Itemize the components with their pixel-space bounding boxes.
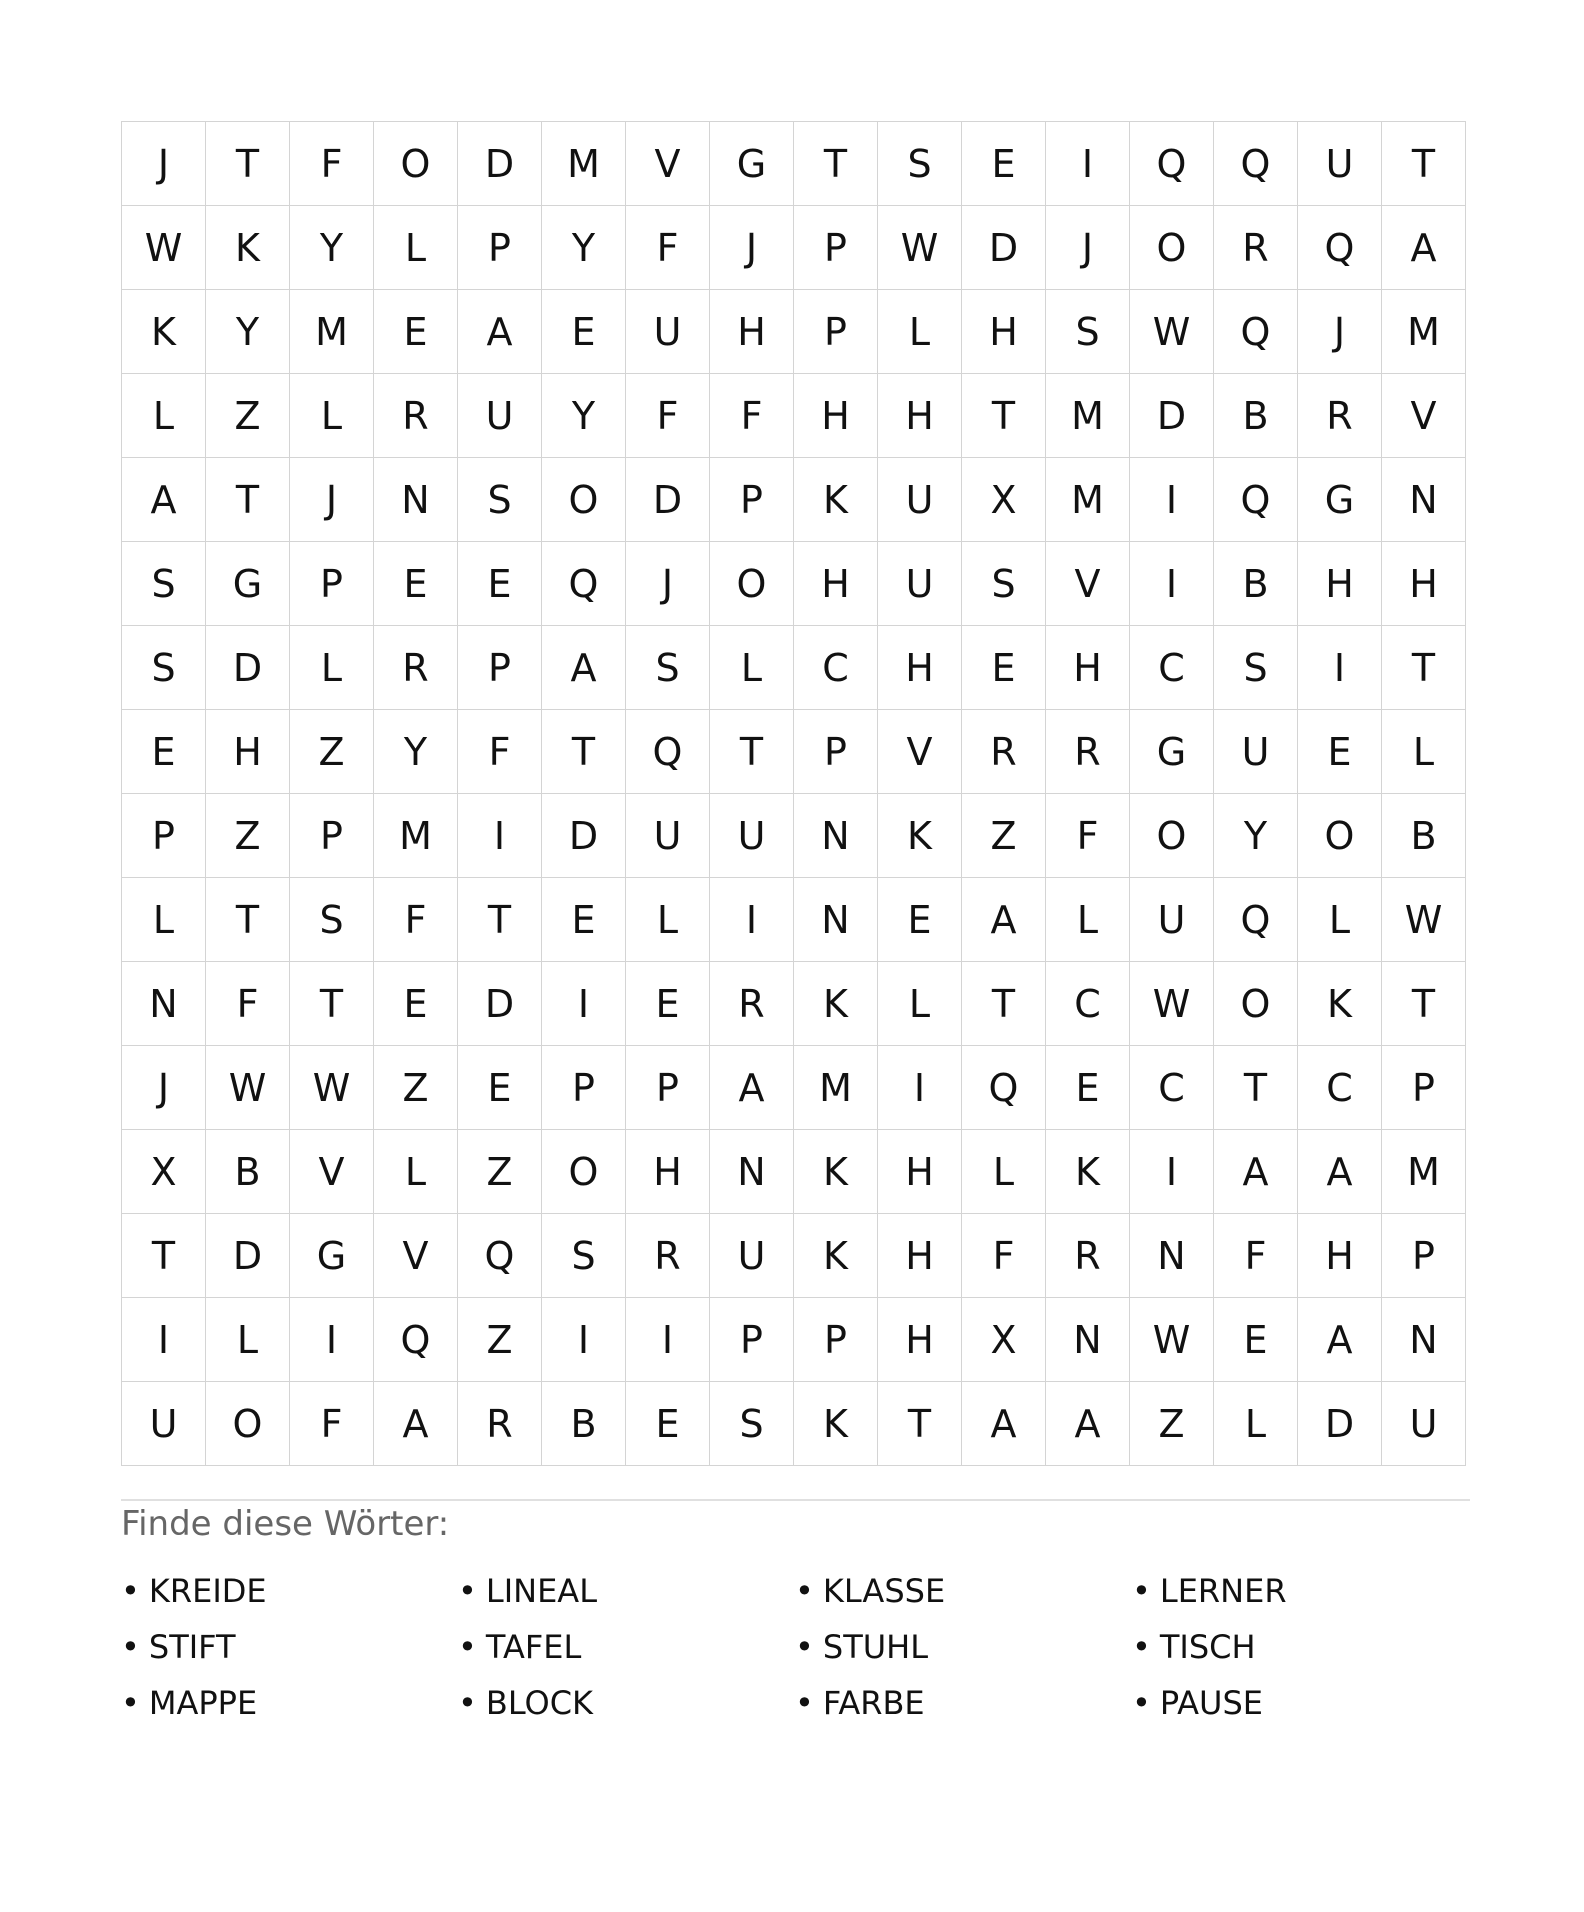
word-list-item: [458, 1563, 795, 1619]
grid-cell[interactable]: W: [1382, 878, 1466, 962]
grid-cell[interactable]: F: [458, 710, 542, 794]
grid-cell[interactable]: N: [794, 794, 878, 878]
grid-cell[interactable]: B: [1382, 794, 1466, 878]
grid-cell[interactable]: N: [794, 878, 878, 962]
grid-cell[interactable]: X: [962, 458, 1046, 542]
grid-cell[interactable]: Z: [290, 710, 374, 794]
grid-cell[interactable]: H: [878, 626, 962, 710]
grid-cell[interactable]: L: [374, 1130, 458, 1214]
bullet-icon: •: [458, 1684, 477, 1722]
grid-cell[interactable]: K: [794, 1382, 878, 1466]
grid-cell[interactable]: P: [794, 206, 878, 290]
grid-cell[interactable]: V: [374, 1214, 458, 1298]
grid-cell[interactable]: M: [1046, 458, 1130, 542]
grid-cell[interactable]: K: [122, 290, 206, 374]
grid-cell[interactable]: F: [290, 1382, 374, 1466]
grid-cell[interactable]: N: [1382, 1298, 1466, 1382]
grid-cell[interactable]: A: [1382, 206, 1466, 290]
grid-cell[interactable]: F: [290, 122, 374, 206]
grid-cell[interactable]: Q: [1214, 290, 1298, 374]
grid-cell[interactable]: Q: [1214, 122, 1298, 206]
grid-cell[interactable]: U: [626, 290, 710, 374]
grid-cell[interactable]: Z: [962, 794, 1046, 878]
grid-cell[interactable]: T: [290, 962, 374, 1046]
grid-cell[interactable]: R: [1046, 1214, 1130, 1298]
word-label: TISCH: [1159, 1628, 1256, 1666]
grid-cell[interactable]: M: [1382, 1130, 1466, 1214]
bullet-icon: •: [795, 1572, 814, 1610]
grid-cell[interactable]: C: [1130, 1046, 1214, 1130]
grid-cell[interactable]: R: [458, 1382, 542, 1466]
word-list-item: [458, 1619, 795, 1675]
grid-cell[interactable]: R: [626, 1214, 710, 1298]
word-label: STUHL: [822, 1628, 929, 1666]
grid-cell[interactable]: R: [374, 374, 458, 458]
grid-cell[interactable]: E: [374, 962, 458, 1046]
grid-cell[interactable]: U: [878, 458, 962, 542]
grid-cell[interactable]: R: [1298, 374, 1382, 458]
word-list-item: [1132, 1675, 1469, 1731]
grid-cell[interactable]: O: [1298, 794, 1382, 878]
grid-cell[interactable]: I: [878, 1046, 962, 1130]
grid-cell[interactable]: P: [710, 1298, 794, 1382]
grid-cell[interactable]: V: [626, 122, 710, 206]
grid-cell[interactable]: O: [542, 1130, 626, 1214]
bullet-icon: •: [1132, 1628, 1151, 1666]
grid-cell[interactable]: M: [1046, 374, 1130, 458]
grid-cell[interactable]: A: [1046, 1382, 1130, 1466]
grid-cell[interactable]: R: [374, 626, 458, 710]
grid-cell[interactable]: Z: [206, 374, 290, 458]
grid-cell[interactable]: N: [1046, 1298, 1130, 1382]
grid-cell[interactable]: Q: [962, 1046, 1046, 1130]
grid-cell[interactable]: F: [710, 374, 794, 458]
grid-cell[interactable]: U: [122, 1382, 206, 1466]
grid-cell[interactable]: U: [710, 794, 794, 878]
grid-cell[interactable]: T: [122, 1214, 206, 1298]
grid-cell[interactable]: E: [374, 542, 458, 626]
grid-cell[interactable]: P: [122, 794, 206, 878]
grid-cell[interactable]: J: [1298, 290, 1382, 374]
grid-cell[interactable]: E: [458, 542, 542, 626]
grid-cell[interactable]: U: [710, 1214, 794, 1298]
grid-cell[interactable]: H: [878, 374, 962, 458]
grid-cell[interactable]: L: [962, 1130, 1046, 1214]
grid-cell[interactable]: V: [290, 1130, 374, 1214]
grid-cell[interactable]: D: [1298, 1382, 1382, 1466]
bullet-icon: •: [121, 1684, 140, 1722]
grid-cell[interactable]: T: [1382, 962, 1466, 1046]
grid-cell[interactable]: A: [962, 1382, 1046, 1466]
grid-cell[interactable]: I: [542, 1298, 626, 1382]
grid-cell[interactable]: E: [122, 710, 206, 794]
grid-cell[interactable]: F: [962, 1214, 1046, 1298]
grid-cell[interactable]: E: [1214, 1298, 1298, 1382]
grid-cell[interactable]: H: [962, 290, 1046, 374]
grid-cell[interactable]: O: [542, 458, 626, 542]
grid-cell[interactable]: W: [1130, 290, 1214, 374]
grid-cell[interactable]: B: [542, 1382, 626, 1466]
grid-cell[interactable]: K: [794, 1130, 878, 1214]
grid-cell[interactable]: B: [206, 1130, 290, 1214]
grid-cell[interactable]: U: [1214, 710, 1298, 794]
grid-cell[interactable]: I: [1298, 626, 1382, 710]
grid-cell[interactable]: L: [1298, 878, 1382, 962]
grid-cell[interactable]: Y: [206, 290, 290, 374]
grid-cell[interactable]: U: [1298, 122, 1382, 206]
grid-cell[interactable]: L: [122, 878, 206, 962]
grid-cell[interactable]: K: [878, 794, 962, 878]
bullet-icon: •: [1132, 1572, 1151, 1610]
grid-cell[interactable]: D: [458, 122, 542, 206]
grid-cell[interactable]: Z: [458, 1130, 542, 1214]
grid-cell[interactable]: A: [962, 878, 1046, 962]
grid-cell[interactable]: L: [206, 1298, 290, 1382]
grid-cell[interactable]: W: [122, 206, 206, 290]
grid-cell[interactable]: J: [1046, 206, 1130, 290]
grid-cell[interactable]: M: [290, 290, 374, 374]
word-list-item: [121, 1619, 458, 1675]
grid-cell[interactable]: T: [542, 710, 626, 794]
grid-cell[interactable]: X: [122, 1130, 206, 1214]
grid-cell[interactable]: L: [710, 626, 794, 710]
grid-cell[interactable]: Q: [626, 710, 710, 794]
grid-cell[interactable]: J: [122, 1046, 206, 1130]
grid-cell[interactable]: Z: [206, 794, 290, 878]
grid-cell[interactable]: T: [962, 962, 1046, 1046]
grid-cell[interactable]: F: [374, 878, 458, 962]
grid-cell[interactable]: H: [794, 374, 878, 458]
grid-cell[interactable]: X: [962, 1298, 1046, 1382]
word-list-item: [795, 1619, 1132, 1675]
word-label: BLOCK: [485, 1684, 594, 1722]
grid-cell[interactable]: Q: [1130, 122, 1214, 206]
word-list-item: [795, 1563, 1132, 1619]
grid-cell[interactable]: E: [458, 1046, 542, 1130]
grid-cell[interactable]: F: [1214, 1214, 1298, 1298]
grid-cell[interactable]: L: [122, 374, 206, 458]
grid-cell[interactable]: Q: [458, 1214, 542, 1298]
grid-cell[interactable]: S: [1046, 290, 1130, 374]
grid-cell[interactable]: Z: [458, 1298, 542, 1382]
grid-cell[interactable]: U: [1382, 1382, 1466, 1466]
grid-cell[interactable]: O: [710, 542, 794, 626]
grid-cell[interactable]: S: [962, 542, 1046, 626]
word-list-item: [458, 1675, 795, 1731]
grid-cell[interactable]: P: [626, 1046, 710, 1130]
grid-cell[interactable]: L: [290, 626, 374, 710]
grid-cell[interactable]: L: [1382, 710, 1466, 794]
grid-cell[interactable]: M: [542, 122, 626, 206]
grid-cell[interactable]: G: [206, 542, 290, 626]
grid-cell[interactable]: C: [1298, 1046, 1382, 1130]
grid-cell[interactable]: A: [542, 626, 626, 710]
grid-cell[interactable]: A: [374, 1382, 458, 1466]
grid-cell[interactable]: I: [1130, 542, 1214, 626]
grid-cell[interactable]: H: [878, 1214, 962, 1298]
grid-cell[interactable]: I: [626, 1298, 710, 1382]
grid-cell[interactable]: Z: [374, 1046, 458, 1130]
grid-cell[interactable]: R: [1214, 206, 1298, 290]
grid-cell[interactable]: D: [206, 626, 290, 710]
grid-cell[interactable]: J: [710, 206, 794, 290]
grid-cell[interactable]: E: [626, 1382, 710, 1466]
bullet-icon: •: [795, 1628, 814, 1666]
grid-cell[interactable]: K: [206, 206, 290, 290]
grid-cell[interactable]: P: [290, 794, 374, 878]
grid-cell[interactable]: P: [1382, 1214, 1466, 1298]
grid-cell[interactable]: P: [290, 542, 374, 626]
grid-cell[interactable]: C: [1130, 626, 1214, 710]
grid-cell[interactable]: U: [1130, 878, 1214, 962]
grid-cell[interactable]: Z: [1130, 1382, 1214, 1466]
divider: [121, 1499, 1470, 1501]
grid-cell[interactable]: I: [458, 794, 542, 878]
grid-cell[interactable]: Y: [542, 206, 626, 290]
grid-cell[interactable]: P: [794, 290, 878, 374]
word-list-item: [1132, 1563, 1469, 1619]
grid-cell[interactable]: E: [962, 626, 1046, 710]
grid-cell[interactable]: D: [458, 962, 542, 1046]
grid-cell[interactable]: O: [374, 122, 458, 206]
word-list-item: [121, 1675, 458, 1731]
grid-cell[interactable]: L: [878, 290, 962, 374]
grid-cell[interactable]: S: [710, 1382, 794, 1466]
grid-cell[interactable]: I: [290, 1298, 374, 1382]
word-label: FARBE: [822, 1684, 925, 1722]
grid-cell[interactable]: I: [1130, 1130, 1214, 1214]
grid-cell[interactable]: H: [794, 542, 878, 626]
grid-cell[interactable]: T: [962, 374, 1046, 458]
grid-cell[interactable]: P: [710, 458, 794, 542]
grid-cell[interactable]: Y: [290, 206, 374, 290]
grid-cell[interactable]: S: [878, 122, 962, 206]
grid-cell[interactable]: Q: [542, 542, 626, 626]
grid-cell[interactable]: D: [962, 206, 1046, 290]
word-label: TAFEL: [485, 1628, 582, 1666]
grid-cell[interactable]: P: [794, 710, 878, 794]
grid-cell[interactable]: T: [878, 1382, 962, 1466]
grid-cell[interactable]: E: [1046, 1046, 1130, 1130]
grid-cell[interactable]: E: [542, 878, 626, 962]
grid-cell[interactable]: O: [206, 1382, 290, 1466]
grid-cell[interactable]: S: [290, 878, 374, 962]
grid-cell[interactable]: N: [1382, 458, 1466, 542]
grid-cell[interactable]: F: [626, 374, 710, 458]
bullet-icon: •: [458, 1628, 477, 1666]
grid-cell[interactable]: W: [1130, 962, 1214, 1046]
grid-cell[interactable]: Y: [1214, 794, 1298, 878]
bullet-icon: •: [121, 1628, 140, 1666]
grid-cell[interactable]: M: [1382, 290, 1466, 374]
grid-cell[interactable]: B: [1214, 542, 1298, 626]
grid-cell[interactable]: A: [1214, 1130, 1298, 1214]
grid-cell[interactable]: A: [710, 1046, 794, 1130]
grid-cell[interactable]: G: [1298, 458, 1382, 542]
word-list-item: [795, 1675, 1132, 1731]
word-label: KLASSE: [822, 1572, 946, 1610]
grid-cell[interactable]: O: [1130, 206, 1214, 290]
grid-cell[interactable]: L: [374, 206, 458, 290]
grid-cell[interactable]: S: [122, 542, 206, 626]
grid-cell[interactable]: A: [1298, 1130, 1382, 1214]
grid-cell[interactable]: J: [290, 458, 374, 542]
grid-cell[interactable]: W: [206, 1046, 290, 1130]
grid-cell[interactable]: E: [542, 290, 626, 374]
grid-cell[interactable]: N: [1130, 1214, 1214, 1298]
grid-cell[interactable]: W: [290, 1046, 374, 1130]
grid-cell[interactable]: A: [458, 290, 542, 374]
grid-cell[interactable]: Q: [374, 1298, 458, 1382]
word-list: [121, 1563, 1470, 1731]
grid-cell[interactable]: N: [122, 962, 206, 1046]
bullet-icon: •: [795, 1684, 814, 1722]
bullet-icon: •: [1132, 1684, 1151, 1722]
grid-cell[interactable]: O: [1130, 794, 1214, 878]
grid-cell[interactable]: I: [710, 878, 794, 962]
grid-cell[interactable]: V: [1382, 374, 1466, 458]
word-list-item: [121, 1563, 458, 1619]
bullet-icon: •: [458, 1572, 477, 1610]
grid-cell[interactable]: A: [1298, 1298, 1382, 1382]
grid-cell[interactable]: G: [1130, 710, 1214, 794]
grid-cell[interactable]: H: [1298, 1214, 1382, 1298]
grid-cell[interactable]: D: [626, 458, 710, 542]
grid-cell[interactable]: L: [1046, 878, 1130, 962]
word-label: STIFT: [148, 1628, 236, 1666]
grid-cell[interactable]: W: [1130, 1298, 1214, 1382]
grid-cell[interactable]: H: [1046, 626, 1130, 710]
grid-cell[interactable]: B: [1214, 374, 1298, 458]
word-label: KREIDE: [148, 1572, 267, 1610]
bullet-icon: •: [121, 1572, 140, 1610]
word-list-prompt: Finde diese Wörter:: [121, 1504, 450, 1544]
grid-cell[interactable]: T: [1214, 1046, 1298, 1130]
grid-cell[interactable]: U: [458, 374, 542, 458]
word-list-item: [1132, 1619, 1469, 1675]
grid-cell[interactable]: V: [1046, 542, 1130, 626]
grid-cell[interactable]: S: [626, 626, 710, 710]
grid-cell[interactable]: D: [542, 794, 626, 878]
grid-cell[interactable]: T: [458, 878, 542, 962]
grid-cell[interactable]: E: [962, 122, 1046, 206]
grid-cell[interactable]: M: [794, 1046, 878, 1130]
grid-cell[interactable]: E: [374, 290, 458, 374]
grid-cell[interactable]: R: [1046, 710, 1130, 794]
grid-cell[interactable]: P: [794, 1298, 878, 1382]
grid-cell[interactable]: V: [878, 710, 962, 794]
grid-cell[interactable]: Y: [542, 374, 626, 458]
grid-cell[interactable]: J: [626, 542, 710, 626]
grid-cell[interactable]: L: [1214, 1382, 1298, 1466]
grid-cell[interactable]: I: [1046, 122, 1130, 206]
grid-cell[interactable]: O: [1214, 962, 1298, 1046]
grid-cell[interactable]: H: [1382, 542, 1466, 626]
grid-cell[interactable]: F: [1046, 794, 1130, 878]
grid-cell[interactable]: L: [626, 878, 710, 962]
grid-cell[interactable]: G: [290, 1214, 374, 1298]
grid-cell[interactable]: T: [794, 122, 878, 206]
grid-cell[interactable]: T: [206, 122, 290, 206]
grid-cell[interactable]: A: [122, 458, 206, 542]
grid-cell[interactable]: N: [710, 1130, 794, 1214]
grid-cell[interactable]: T: [710, 710, 794, 794]
grid-cell[interactable]: S: [542, 1214, 626, 1298]
grid-cell[interactable]: D: [1130, 374, 1214, 458]
word-label: MAPPE: [148, 1684, 258, 1722]
grid-cell[interactable]: L: [290, 374, 374, 458]
grid-cell[interactable]: R: [962, 710, 1046, 794]
grid-cell[interactable]: I: [1130, 458, 1214, 542]
grid-cell[interactable]: S: [122, 626, 206, 710]
grid-cell[interactable]: N: [374, 458, 458, 542]
grid-cell[interactable]: P: [458, 206, 542, 290]
grid-cell[interactable]: H: [1298, 542, 1382, 626]
grid-cell[interactable]: P: [1382, 1046, 1466, 1130]
grid-cell[interactable]: E: [1298, 710, 1382, 794]
grid-cell[interactable]: K: [794, 458, 878, 542]
grid-cell[interactable]: S: [1214, 626, 1298, 710]
grid-cell[interactable]: H: [878, 1130, 962, 1214]
grid-cell[interactable]: W: [878, 206, 962, 290]
grid-cell[interactable]: K: [794, 962, 878, 1046]
grid-cell[interactable]: E: [878, 878, 962, 962]
word-label: LERNER: [1159, 1572, 1287, 1610]
grid-cell[interactable]: U: [878, 542, 962, 626]
grid-cell[interactable]: C: [794, 626, 878, 710]
grid-cell[interactable]: H: [710, 290, 794, 374]
letter-grid: [121, 121, 1466, 1466]
grid-cell[interactable]: Y: [374, 710, 458, 794]
grid-cell[interactable]: L: [878, 962, 962, 1046]
grid-cell[interactable]: G: [710, 122, 794, 206]
grid-cell[interactable]: K: [1298, 962, 1382, 1046]
grid-cell[interactable]: H: [626, 1130, 710, 1214]
grid-cell[interactable]: K: [794, 1214, 878, 1298]
grid-cell[interactable]: K: [1046, 1130, 1130, 1214]
grid-cell[interactable]: H: [206, 710, 290, 794]
word-label: LINEAL: [485, 1572, 598, 1610]
grid-cell[interactable]: Q: [1214, 878, 1298, 962]
grid-cell[interactable]: H: [878, 1298, 962, 1382]
grid-cell[interactable]: M: [374, 794, 458, 878]
grid-cell[interactable]: Q: [1298, 206, 1382, 290]
grid-cell[interactable]: R: [710, 962, 794, 1046]
grid-cell[interactable]: U: [626, 794, 710, 878]
grid-cell[interactable]: J: [122, 122, 206, 206]
grid-cell[interactable]: D: [206, 1214, 290, 1298]
grid-cell[interactable]: S: [458, 458, 542, 542]
grid-cell[interactable]: T: [206, 458, 290, 542]
grid-cell[interactable]: T: [1382, 122, 1466, 206]
grid-cell[interactable]: T: [206, 878, 290, 962]
grid-cell[interactable]: F: [626, 206, 710, 290]
word-label: PAUSE: [1159, 1684, 1263, 1722]
grid-cell[interactable]: F: [206, 962, 290, 1046]
grid-cell[interactable]: I: [122, 1298, 206, 1382]
grid-cell[interactable]: T: [1382, 626, 1466, 710]
grid-cell[interactable]: C: [1046, 962, 1130, 1046]
grid-cell[interactable]: P: [542, 1046, 626, 1130]
grid-cell[interactable]: E: [626, 962, 710, 1046]
grid-cell[interactable]: Q: [1214, 458, 1298, 542]
grid-cell[interactable]: I: [542, 962, 626, 1046]
grid-cell[interactable]: P: [458, 626, 542, 710]
